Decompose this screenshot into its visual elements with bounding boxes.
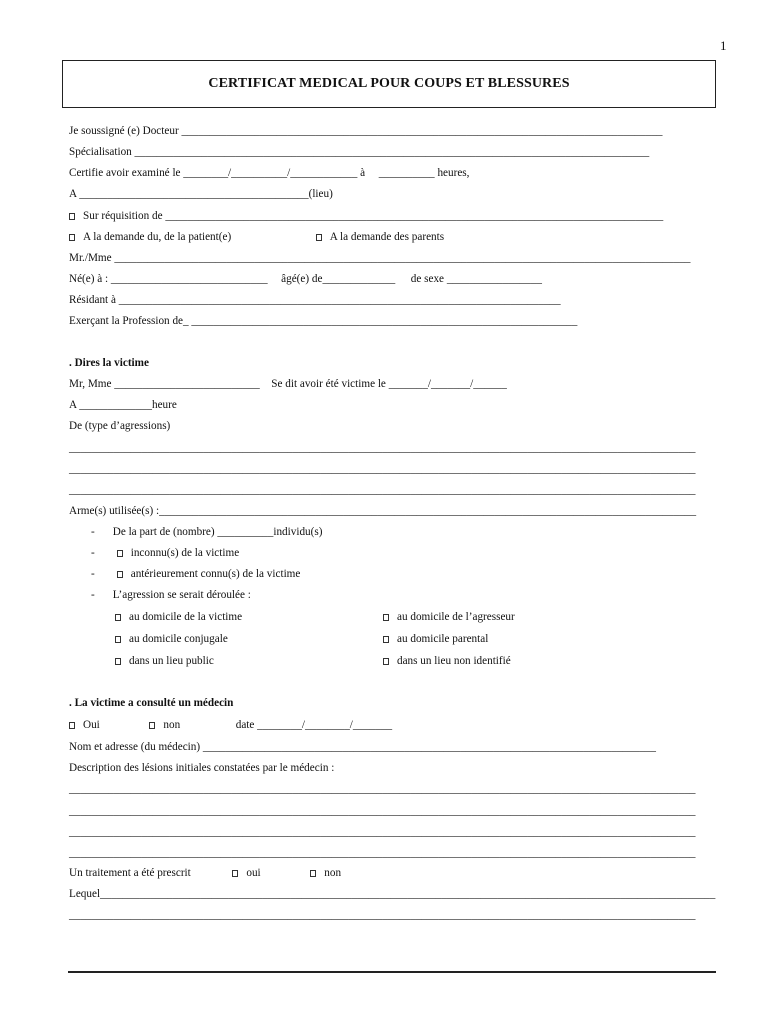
request-parents-checkbox[interactable]	[316, 234, 322, 241]
birthplace-field[interactable]: Né(e) à : ____________________________	[69, 273, 268, 285]
location-option	[383, 632, 488, 646]
request-line	[69, 230, 444, 244]
request-patient-checkbox[interactable]	[69, 234, 75, 241]
aggressor-home-checkbox[interactable]	[383, 614, 389, 621]
victim-date-field[interactable]: Se dit avoir été victime le _______/_______/______	[271, 378, 507, 390]
weapons-line[interactable]: Arme(s) utilisée(s) :________________________________________________________________________________________________	[69, 505, 697, 517]
section-doctor-consulted-title: . La victime a consulté un médecin	[69, 697, 234, 709]
location-option	[115, 610, 242, 624]
examined-line[interactable]	[69, 166, 469, 180]
consulted-non-label: non	[163, 719, 181, 731]
bullet-dash: -	[91, 547, 95, 559]
mr-mme-line[interactable]: Mr./Mme _______________________________________________________________________________________________________	[69, 252, 691, 264]
location-option	[115, 654, 214, 668]
location-question: L’agression se serait déroulée :	[112, 589, 251, 601]
treatment-oui-checkbox[interactable]	[232, 870, 238, 877]
hour-line[interactable]: A _____________heure	[69, 399, 177, 411]
page-number: 1	[720, 38, 727, 53]
requisition-line[interactable]	[69, 209, 663, 223]
resident-line[interactable]: Résidant à _______________________________________________________________________________	[69, 294, 561, 306]
title-box	[62, 60, 716, 108]
examined-date-field[interactable]: Certifie avoir examiné le ________/__________/____________ à	[69, 167, 366, 179]
profession-line[interactable]: Exerçant la Profession de_ _____________________________________________________________________	[69, 315, 578, 327]
age-field[interactable]: âgé(e) de_____________	[281, 273, 396, 285]
born-line[interactable]	[69, 272, 542, 286]
list-item	[69, 567, 300, 581]
list-item	[69, 546, 239, 560]
lesions-blank-line[interactable]: ________________________________________________________________________________________________________________	[69, 826, 696, 838]
aggressor-home-label: au domicile de l’agresseur	[397, 611, 515, 623]
doctor-name-line[interactable]: Nom et adresse (du médecin) _________________________________________________________________________________	[69, 741, 656, 753]
victim-name-field[interactable]: Mr, Mme __________________________	[69, 378, 260, 390]
place-line[interactable]: A _________________________________________(lieu)	[69, 188, 333, 200]
doctor-line[interactable]: Je soussigné (e) Docteur ______________________________________________________________________________________	[69, 125, 663, 137]
location-option	[383, 654, 511, 668]
victim-home-checkbox[interactable]	[115, 614, 121, 621]
lesions-label: Description des lésions initiales constatées par le médecin :	[69, 762, 335, 774]
public-place-label: dans un lieu public	[129, 655, 214, 667]
bullet-dash: -	[91, 568, 95, 580]
bullet-dash: -	[91, 526, 95, 538]
victim-line[interactable]	[69, 377, 507, 391]
bullet-dash: -	[91, 589, 95, 601]
lesions-blank-line[interactable]: ________________________________________________________________________________________________________________	[69, 783, 696, 795]
consulted-oui-label: Oui	[83, 719, 100, 731]
public-place-checkbox[interactable]	[115, 658, 121, 665]
aggression-blank-line[interactable]: ________________________________________________________________________________________________________________	[69, 442, 696, 454]
lesions-blank-line[interactable]: ________________________________________________________________________________________________________________	[69, 805, 696, 817]
conjugal-home-checkbox[interactable]	[115, 636, 121, 643]
unidentified-place-checkbox[interactable]	[383, 658, 389, 665]
aggression-type-label: De (type d’agressions)	[69, 420, 171, 432]
known-attacker-checkbox[interactable]	[117, 571, 123, 578]
treatment-non-label: non	[324, 867, 342, 879]
treatment-blank-line[interactable]: ________________________________________________________________________________________________________________	[69, 909, 696, 921]
sex-field[interactable]: de sexe _________________	[410, 273, 542, 285]
consulted-oui-checkbox[interactable]	[69, 722, 75, 729]
victim-home-label: au domicile de la victime	[129, 611, 243, 623]
treatment-non-checkbox[interactable]	[310, 870, 316, 877]
specialisation-line[interactable]: Spécialisation ____________________________________________________________________________________________	[69, 146, 650, 158]
request-patient-label: A la demande du, de la patient(e)	[83, 231, 232, 243]
treatment-oui-label: oui	[246, 867, 261, 879]
consulted-date-field[interactable]: date ________/________/_______	[235, 719, 393, 731]
consulted-line	[69, 718, 392, 732]
request-parents-label: A la demande des parents	[329, 231, 445, 243]
unknown-attacker-label: inconnu(s) de la victime	[130, 547, 240, 559]
footer-rule	[68, 971, 716, 973]
requisition-label: Sur réquisition de _________________________________________________________________________________________	[83, 210, 664, 222]
consulted-non-checkbox[interactable]	[149, 722, 155, 729]
lequel-line[interactable]: Lequel______________________________________________________________________________________________________________	[69, 888, 716, 900]
parental-home-label: au domicile parental	[397, 633, 489, 645]
attacker-count-field[interactable]: De la part de (nombre) __________individu(s)	[112, 526, 323, 538]
examined-hours-field[interactable]: __________ heures,	[378, 167, 470, 179]
treatment-label: Un traitement a été prescrit	[69, 867, 191, 879]
list-item	[69, 588, 251, 602]
parental-home-checkbox[interactable]	[383, 636, 389, 643]
aggression-blank-line[interactable]: ________________________________________________________________________________________________________________	[69, 463, 696, 475]
document-title: CERTIFICAT MEDICAL POUR COUPS ET BLESSURES	[208, 76, 570, 91]
location-option	[115, 632, 228, 646]
section-victim-statement-title: . Dires la victime	[69, 357, 149, 369]
requisition-checkbox[interactable]	[69, 213, 75, 220]
unidentified-place-label: dans un lieu non identifié	[397, 655, 511, 667]
lesions-blank-line[interactable]: ________________________________________________________________________________________________________________	[69, 847, 696, 859]
location-option	[383, 610, 515, 624]
conjugal-home-label: au domicile conjugale	[129, 633, 228, 645]
treatment-line	[69, 866, 341, 880]
list-item	[69, 525, 322, 539]
unknown-attacker-checkbox[interactable]	[117, 550, 123, 557]
aggression-blank-line[interactable]: ________________________________________________________________________________________________________________	[69, 484, 696, 496]
known-attacker-label: antérieurement connu(s) de la victime	[130, 568, 301, 580]
